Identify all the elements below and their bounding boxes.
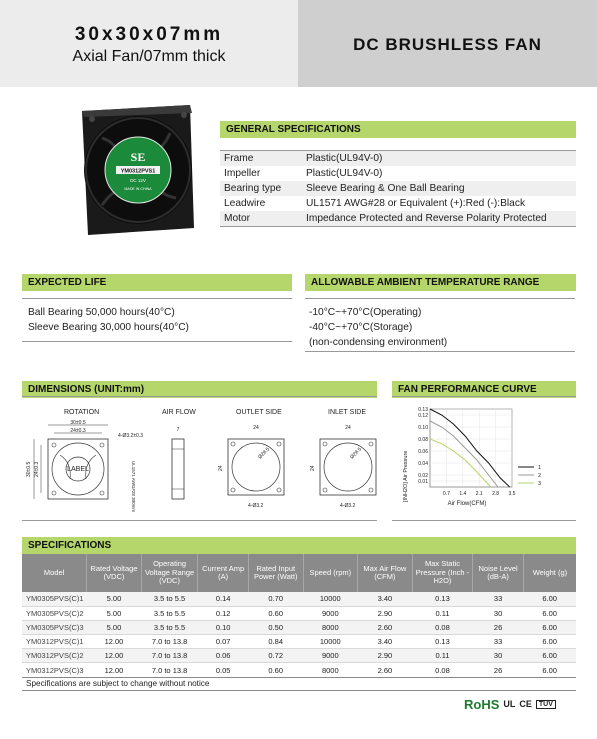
perf-frame	[430, 409, 512, 487]
table-row	[22, 663, 576, 677]
table-cell: 12.00	[87, 663, 142, 677]
table-cell: 5.00	[87, 606, 142, 620]
table-cell: 3.40	[358, 592, 413, 606]
perf-series-line-1	[430, 409, 510, 487]
general-spec-bar: GENERAL SPECIFICATIONS	[220, 121, 576, 138]
table-row	[22, 620, 576, 634]
table-cell: 6.00	[523, 635, 576, 649]
perf-xtick: 2.8	[492, 491, 500, 497]
perf-ytick: 0.04	[418, 460, 428, 467]
table-cell: 0.60	[248, 606, 303, 620]
perf-ytick: 0.02	[418, 472, 428, 479]
perf-xlabel: Air Flow(CFM)	[447, 501, 487, 507]
perf-chart	[392, 397, 576, 522]
perf-ylabel: [INH2O] Air Pressure	[403, 450, 409, 502]
col-speed: Speed (rpm)	[303, 554, 358, 592]
perf-ytick: 0.13	[418, 406, 428, 413]
col-power: Rated Input Power (Watt)	[248, 554, 303, 592]
outlet-phi: Ø28.5	[257, 446, 272, 461]
outlet-hole: 4-Ø3.2	[248, 503, 264, 509]
certifications	[464, 697, 556, 711]
col-pressure: Max Static Pressure (Inch -H2O)	[412, 554, 473, 592]
specs-note: Specifications are subject to change without notice	[26, 679, 210, 688]
table-row	[22, 635, 576, 649]
table-row	[22, 592, 576, 606]
table-cell: 0.14	[198, 592, 249, 606]
table-row	[22, 606, 576, 620]
table-cell: YM0305PVS(C)2	[22, 606, 87, 620]
table-cell: 3.5 to 5.5	[141, 592, 198, 606]
table-cell: 3.5 to 5.5	[141, 606, 198, 620]
view-rotation: ROTATION	[64, 409, 100, 416]
table-row	[22, 649, 576, 663]
table-cell: 33	[473, 635, 524, 649]
table-cell: 10000	[303, 592, 358, 606]
col-operating-voltage: Operating Voltage Range (VDC)	[141, 554, 198, 592]
dim-hole: 4-Ø3.2±0.3	[118, 433, 143, 439]
fan-origin: MADE IN CHINA	[124, 187, 152, 191]
table-cell: 33	[473, 592, 524, 606]
note-divider-top	[22, 677, 576, 678]
perf-curve-bar: FAN PERFORMANCE CURVE	[392, 381, 576, 398]
inlet-hole: 4-Ø3.2	[340, 503, 356, 509]
table-cell: 0.13	[412, 592, 473, 606]
table-cell: 2.60	[358, 620, 413, 634]
perf-xtick: 3.5	[508, 491, 516, 497]
ce-logo: CE	[519, 699, 532, 709]
table-cell: 9000	[303, 606, 358, 620]
view-airflow: AIR FLOW	[162, 409, 196, 416]
table-cell: 3.5 to 5.5	[141, 620, 198, 634]
table-cell: 30	[473, 649, 524, 663]
table-cell: 0.08	[412, 663, 473, 677]
header-left	[0, 0, 298, 87]
perf-xtick: 2.1	[475, 491, 483, 497]
table-cell: 9000	[303, 649, 358, 663]
col-rated-voltage: Rated Voltage (VDC)	[87, 554, 142, 592]
category-title: DC BRUSHLESS FAN	[353, 35, 542, 54]
table-cell: 2.90	[358, 649, 413, 663]
temp-storage: -40°C~+70°C(Storage)	[309, 322, 413, 333]
life-ball: Ball Bearing 50,000 hours(40°C)	[28, 307, 175, 318]
table-cell: 6.00	[523, 663, 576, 677]
perf-ytick: 0.12	[418, 412, 428, 419]
table-cell: 26	[473, 663, 524, 677]
dim-24-top: 24±0.3	[70, 428, 86, 434]
table-cell: YM0312PVS(C)1	[22, 635, 87, 649]
general-spec-table	[220, 150, 576, 227]
rohs-logo: RoHS	[464, 696, 500, 712]
fan-voltage: DC 12V	[130, 178, 146, 183]
table-cell: 26	[473, 620, 524, 634]
perf-ytick: 0.10	[418, 424, 428, 431]
table-cell: 12.00	[87, 649, 142, 663]
table-cell: 0.84	[248, 635, 303, 649]
perf-xtick: 1.4	[459, 491, 467, 497]
perf-ytick: 0.08	[418, 436, 428, 443]
specs-header-row	[22, 554, 576, 592]
fan-photo	[72, 103, 198, 241]
outlet-24: 24	[253, 425, 259, 431]
table-cell: 12.00	[87, 635, 142, 649]
table-cell: 10000	[303, 635, 358, 649]
dimension-drawings	[22, 419, 377, 521]
dim-lead: UL1571 AWG#28 300mm	[131, 461, 136, 513]
table-cell: 0.05	[198, 663, 249, 677]
inlet-24-left: 24	[310, 465, 316, 471]
table-cell: 0.72	[248, 649, 303, 663]
table-cell: 3.40	[358, 635, 413, 649]
dimensions-bar: DIMENSIONS (UNIT:mm)	[22, 381, 377, 398]
perf-ytick: 0.01	[418, 478, 428, 485]
table-cell: 8000	[303, 663, 358, 677]
table-cell: 0.13	[412, 635, 473, 649]
table-cell: 0.70	[248, 592, 303, 606]
perf-legend-label: 3	[538, 481, 542, 487]
perf-ytick: 0.06	[418, 448, 428, 455]
table-cell: 0.50	[248, 620, 303, 634]
perf-curve-area	[392, 396, 576, 521]
col-weight: Weight (g)	[523, 554, 576, 592]
inlet-24: 24	[345, 425, 351, 431]
specs-bar: SPECIFICATIONS	[22, 537, 576, 554]
fan-model: YM0312PVS1	[120, 168, 156, 175]
dim-30-top: 30±0.5	[70, 420, 86, 426]
table-cell: YM0305PVS(C)1	[22, 592, 87, 606]
table-cell: 2.60	[358, 663, 413, 677]
temp-range-box	[305, 298, 575, 352]
spec-row-leadwire: Leadwire UL1571 AWG#28 or Equivalent (+):Red (-):Black	[224, 198, 526, 209]
perf-xtick: 0.7	[442, 491, 450, 497]
table-cell: 0.12	[198, 606, 249, 620]
table-cell: 0.08	[412, 620, 473, 634]
spec-row-impeller: Impeller Plastic(UL94V-0)	[224, 168, 383, 179]
header-right	[298, 0, 597, 87]
temp-note: (non-condensing environment)	[309, 337, 448, 348]
table-cell: 5.00	[87, 592, 142, 606]
table-cell: YM0305PVS(C)3	[22, 620, 87, 634]
table-cell: 0.10	[198, 620, 249, 634]
dim-24-left: 24±0.3	[34, 461, 40, 477]
table-cell: 0.07	[198, 635, 249, 649]
col-airflow: Max Air Flow (CFM)	[358, 554, 413, 592]
table-cell: 7.0 to 13.8	[141, 649, 198, 663]
perf-series-line-2	[430, 421, 498, 487]
dim-side-7: 7	[176, 427, 180, 433]
table-cell: 7.0 to 13.8	[141, 663, 198, 677]
temp-range-bar: ALLOWABLE AMBIENT TEMPERATURE RANGE	[305, 274, 576, 291]
dim-label: LABEL	[67, 466, 89, 473]
table-cell: 0.11	[412, 606, 473, 620]
table-cell: 6.00	[523, 620, 576, 634]
note-divider-bottom	[22, 690, 576, 691]
table-cell: 6.00	[523, 606, 576, 620]
subtitle: Axial Fan/07mm thick	[72, 48, 226, 65]
table-cell: 7.0 to 13.8	[141, 635, 198, 649]
temp-operating: -10°C~+70°C(Operating)	[309, 307, 422, 318]
table-cell: 0.60	[248, 663, 303, 677]
size-title: 30x30x07mm	[74, 24, 224, 45]
spec-row-bearing: Bearing type Sleeve Bearing & One Ball Bearing	[220, 181, 576, 196]
col-model: Model	[22, 554, 87, 592]
fan-brand: SE	[130, 150, 146, 164]
tuv-logo: TUV	[536, 700, 556, 709]
inlet-phi: Ø28.5	[349, 446, 364, 461]
perf-legend-label: 1	[538, 465, 542, 471]
table-cell: 8000	[303, 620, 358, 634]
table-cell: 30	[473, 606, 524, 620]
col-current: Current Amp (A)	[198, 554, 249, 592]
spec-row-motor: Motor Impedance Protected and Reverse Polarity Protected	[220, 211, 576, 226]
view-inlet: INLET SIDE	[328, 409, 366, 416]
perf-legend-label: 2	[538, 473, 542, 479]
expected-life-bar: EXPECTED LIFE	[22, 274, 292, 291]
table-cell: 5.00	[87, 620, 142, 634]
outlet-24-left: 24	[218, 465, 224, 471]
expected-life-box	[22, 298, 292, 342]
table-cell: 6.00	[523, 592, 576, 606]
table-cell: 6.00	[523, 649, 576, 663]
col-noise: Noise Level (dB-A)	[473, 554, 524, 592]
dim-30-left: 30±0.5	[26, 461, 32, 477]
table-cell: YM0312PVS(C)3	[22, 663, 87, 677]
view-outlet: OUTLET SIDE	[236, 409, 282, 416]
table-cell: 2.90	[358, 606, 413, 620]
life-sleeve: Sleeve Bearing 30,000 hours(40°C)	[28, 322, 189, 333]
table-cell: YM0312PVS(C)2	[22, 649, 87, 663]
specs-table	[22, 554, 576, 678]
spec-row-frame: Frame Plastic(UL94V-0)	[220, 151, 576, 166]
dimensions-drawing	[22, 396, 377, 521]
table-cell: 0.11	[412, 649, 473, 663]
table-cell: 0.06	[198, 649, 249, 663]
ul-logo: UL	[503, 699, 516, 709]
